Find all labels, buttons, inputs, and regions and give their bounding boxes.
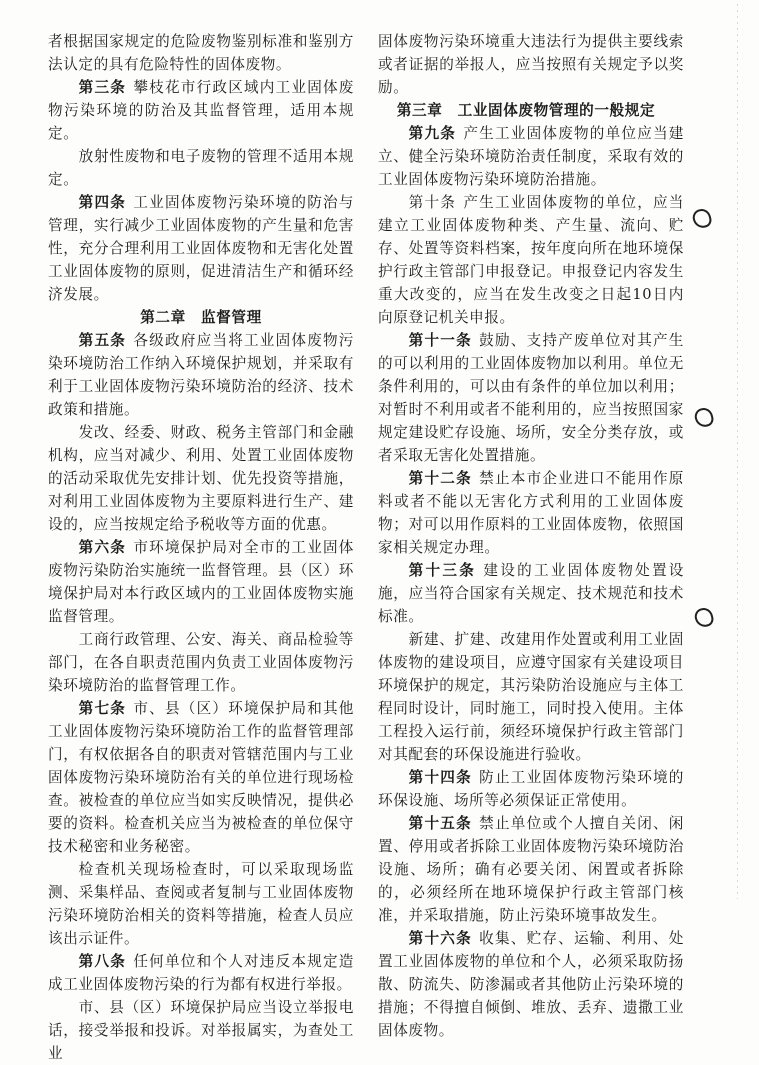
binding-hole-mark bbox=[693, 606, 715, 629]
article-9 bbox=[378, 122, 684, 191]
article-label: 第六条 bbox=[78, 539, 127, 556]
article-13 bbox=[378, 559, 684, 628]
paragraph-text: 市、县（区）环境保护局应当设立举报电话，接受举报和投诉。对举报属实，为查处工业 bbox=[48, 999, 354, 1062]
article-11 bbox=[378, 329, 684, 467]
paragraph-continuation bbox=[48, 30, 354, 76]
binding-hole-mark bbox=[691, 207, 713, 230]
article-text: 禁止本市企业进口不能用作原料或者不能以无害化方式利用的工业固体废物；对可以用作原料的工业固体废物，依照国家相关规定办理。 bbox=[378, 470, 684, 556]
article-text: 任何单位和个人对违反本规定造成工业固体废物污染的行为都有权进行举报。 bbox=[48, 953, 354, 993]
article-label: 第十三条 bbox=[408, 562, 477, 579]
article-10 bbox=[378, 191, 684, 329]
article-5 bbox=[48, 329, 354, 421]
paragraph-text: 者根据国家规定的危险废物鉴别标准和鉴别方法认定的具有危险特性的固体废物。 bbox=[48, 33, 354, 73]
article-text: 市环境保护局对全市的工业固体废物污染防治实施统一监督管理。县（区）环境保护局对本行政区域内的工业固体废物实施监督管理。 bbox=[48, 539, 354, 625]
article-6 bbox=[48, 536, 354, 628]
left-column bbox=[48, 30, 354, 1065]
article-label: 第三条 bbox=[78, 79, 127, 96]
article-text: 攀枝花市行政区域内工业固体废物污染环境的防治及其监督管理，适用本规定。 bbox=[48, 79, 354, 142]
page-edge bbox=[737, 0, 738, 899]
paragraph bbox=[48, 996, 354, 1065]
paragraph bbox=[378, 628, 684, 766]
paragraph-text: 工商行政管理、公安、海关、商品检验等部门，在各自职责范围内负责工业固体废物污染环境防治的监督管理工作。 bbox=[48, 631, 354, 694]
paragraph bbox=[48, 858, 354, 950]
article-text: 工业固体废物污染环境的防治与管理，实行减少工业固体废物的产生量和危害性，充分合理利用工业固体废物和无害化处置工业固体废物的原则，促进清洁生产和循环经济发展。 bbox=[48, 194, 354, 303]
paragraph bbox=[48, 421, 354, 536]
article-label: 第十一条 bbox=[408, 332, 472, 349]
article-4 bbox=[48, 191, 354, 306]
article-label: 第九条 bbox=[408, 125, 457, 142]
article-label: 第十六条 bbox=[408, 930, 472, 947]
article-text: 产生工业固体废物的单位，应当建立工业固体废物种类、产生量、流向、贮存、处置等资料档案，按年度向所在地环境保护行政主管部门申报登记。申报登记内容发生重大改变的，应当在发生改变之日起10日内向原登记机关申报。 bbox=[378, 194, 684, 326]
article-12 bbox=[378, 467, 684, 559]
right-column bbox=[378, 30, 684, 1042]
paragraph bbox=[48, 145, 354, 191]
article-7 bbox=[48, 697, 354, 858]
paragraph-text: 检查机关现场检查时，可以采取现场监测、采集样品、查阅或者复制与工业固体废物污染环境防治相关的资料等措施，检查人员应该出示证件。 bbox=[48, 861, 354, 947]
article-label: 第七条 bbox=[78, 700, 127, 717]
paragraph-continuation bbox=[378, 30, 684, 99]
article-16 bbox=[378, 927, 684, 1042]
article-text: 产生工业固体废物的单位应当建立、健全污染环境防治责任制度，采取有效的工业固体废物污染环境防治措施。 bbox=[378, 125, 684, 188]
binding-hole-mark bbox=[693, 406, 715, 429]
article-label: 第五条 bbox=[78, 332, 127, 349]
article-label: 第十四条 bbox=[408, 769, 472, 786]
article-label: 第四条 bbox=[78, 194, 127, 211]
article-text: 建设的工业固体废物处置设施，应当符合国家有关规定、技术规范和技术标准。 bbox=[378, 562, 685, 625]
article-text: 禁止单位或个人擅自关闭、闲置、停用或者拆除工业固体废物污染环境防治设施、场所；确有必要关闭、闲置或者拆除的，必须经所在地环境保护行政主管部门核准，并采取措施，防止污染环境事故发生。 bbox=[378, 815, 684, 924]
article-14 bbox=[378, 766, 684, 812]
article-3 bbox=[48, 76, 354, 145]
article-label: 第十条 bbox=[408, 194, 457, 211]
article-text: 鼓励、支持产废单位对其产生的可以利用的工业固体废物加以利用。单位无条件利用的，可以由有条件的单位加以利用；对暂时不利用或者不能利用的，应当按照国家规定建设贮存设施、场所，安全分类存放，或者采取无害化处置措施。 bbox=[378, 332, 684, 464]
chapter-heading: 第三章 工业固体废物管理的一般规定 bbox=[396, 102, 656, 119]
paragraph-text: 固体废物污染环境重大违法行为提供主要线索或者证据的举报人，应当按照有关规定予以奖励。 bbox=[378, 33, 684, 96]
article-label: 第十五条 bbox=[408, 815, 472, 832]
article-label: 第十二条 bbox=[408, 470, 472, 487]
article-text: 各级政府应当将工业固体废物污染环境防治工作纳入环境保护规划，并采取有利于工业固体废物污染环境防治的经济、技术政策和措施。 bbox=[48, 332, 354, 418]
article-text: 收集、贮存、运输、利用、处置工业固体废物的单位和个人，必须采取防扬散、防流失、防渗漏或者其他防止污染环境的措施；不得擅自倾倒、堆放、丢弃、遗撒工业固体废物。 bbox=[378, 930, 684, 1039]
paragraph-text: 放射性废物和电子废物的管理不适用本规定。 bbox=[48, 148, 354, 188]
paragraph bbox=[48, 628, 354, 697]
chapter-heading: 第二章 监督管理 bbox=[140, 309, 262, 326]
article-text: 市、县（区）环境保护局和其他工业固体废物污染环境防治工作的监督管理部门，有权依据各自的职责对管辖范围内与工业固体废物污染环境防治有关的单位进行现场检查。被检查的单位应当如实反映情况，提供必要的资料。检查机关应当为被检查的单位保守技术秘密和业务秘密。 bbox=[48, 700, 354, 855]
article-8 bbox=[48, 950, 354, 996]
article-label: 第八条 bbox=[78, 953, 127, 970]
article-15 bbox=[378, 812, 684, 927]
paragraph-text: 新建、扩建、改建用作处置或利用工业固体废物的建设项目，应遵守国家有关建设项目环境保护的规定，其污染防治设施应与主体工程同时设计，同时施工，同时投入使用。主体工程投入运行前，须经环境保护行政主管部门对其配套的环保设施进行验收。 bbox=[378, 631, 684, 763]
paragraph-text: 发改、经委、财政、税务主管部门和金融机构，应当对减少、利用、处置工业固体废物的活动采取优先安排计划、优先投资等措施，对利用工业固体废物为主要原料进行生产、建设的，应当按规定给予税收等方面的优惠。 bbox=[48, 424, 354, 533]
article-text: 防止工业固体废物污染环境的环保设施、场所等必须保证正常使用。 bbox=[378, 769, 684, 809]
